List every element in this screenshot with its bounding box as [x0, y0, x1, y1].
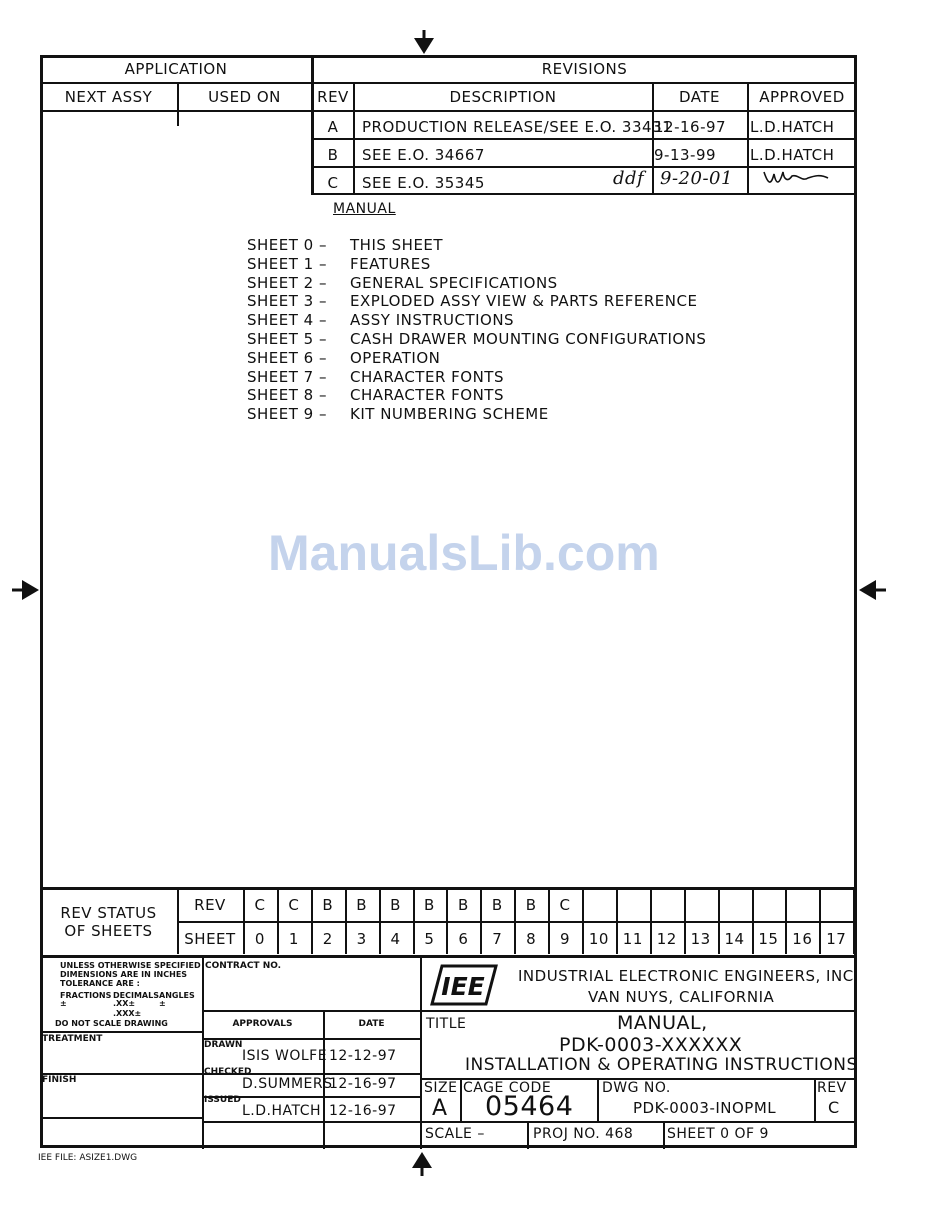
tolerance-xxx: .XXX± [113, 1009, 142, 1018]
rev-status-sheet-cell: 3 [356, 930, 367, 948]
rev-status-rev-cell: C [559, 896, 571, 914]
revision-initials: ddf [613, 168, 645, 189]
rev-status-sheet-cell: 2 [322, 930, 333, 948]
sheet-title: THIS SHEET [350, 236, 444, 254]
approval-name-checked: D.SUMMERS [242, 1076, 333, 1092]
dwg-no-value: PDK-0003-INOPML [633, 1099, 777, 1117]
rev-status-sheet-cell: 17 [826, 930, 847, 948]
revision-date: 9-20-01 [660, 168, 733, 189]
treatment-label: TREATMENT [42, 1034, 103, 1044]
iee-logo-icon [430, 964, 498, 1006]
rev-status-rev-cell: C [288, 896, 300, 914]
rev-col-header: REV [317, 88, 349, 106]
cage-code-label: CAGE CODE [463, 1080, 552, 1096]
revision-rev: B [327, 146, 339, 164]
approvals-label: APPROVALS [232, 1019, 293, 1029]
rev-status-sheet-cell: 5 [424, 930, 435, 948]
rev-status-rev-cell: B [491, 896, 503, 914]
description-col-header: DESCRIPTION [449, 88, 557, 106]
date-col-header: DATE [678, 88, 721, 106]
rev-label: REV [817, 1080, 847, 1096]
rev-status-sheet-cell: 1 [288, 930, 299, 948]
sheet-title: ASSY INSTRUCTIONS [350, 311, 515, 330]
tolerance-line1: UNLESS OTHERWISE SPECIFIED [60, 961, 201, 970]
proj-no: PROJ NO. 468 [533, 1126, 634, 1142]
used-on-label: USED ON [208, 88, 281, 106]
rev-status-rev-cell: B [457, 896, 469, 914]
tolerance-decimals: DECIMALS [113, 991, 159, 1000]
approved-col-header: APPROVED [759, 88, 845, 106]
file-note: IEE FILE: ASIZE1.DWG [38, 1153, 138, 1163]
tolerance-angle-pm: ± [159, 999, 166, 1008]
tolerance-line2: DIMENSIONS ARE IN INCHES [60, 970, 188, 979]
watermark: ManualsLib.com [268, 525, 660, 581]
revision-description: SEE E.O. 34667 [362, 146, 485, 164]
cage-code-value: 05464 [485, 1091, 574, 1122]
rev-status-rev-cell: C [254, 896, 266, 914]
rev-status-sheet-cell: 15 [758, 930, 779, 948]
revision-description: SEE E.O. 35345 [362, 174, 485, 192]
sheet-title: KIT NUMBERING SCHEME [350, 405, 549, 424]
rev-status-rev-cell: B [322, 896, 334, 914]
approval-name-issued: L.D.HATCH [242, 1103, 322, 1119]
approval-role-checked: CHECKED [204, 1067, 252, 1077]
rev-status-sheet-cell: 11 [622, 930, 643, 948]
approval-role-drawn: DRAWN [204, 1040, 243, 1050]
sheet-number: SHEET 3 – [247, 292, 327, 311]
logo-text: IEE [441, 972, 485, 1001]
size-label: SIZE [424, 1080, 458, 1096]
rev-status-sheet-cell: 7 [492, 930, 503, 948]
title-line3: INSTALLATION & OPERATING INSTRUCTIONS [465, 1055, 858, 1075]
do-not-scale-note: DO NOT SCALE DRAWING [55, 1019, 168, 1028]
rev-status-sheet-cell: 0 [254, 930, 265, 948]
revision-approved: L.D.HATCH [750, 146, 835, 164]
revision-rev: C [327, 174, 339, 192]
tolerance-angles: ANGLES [159, 991, 195, 1000]
sheet-number: SHEET 8 – [247, 386, 327, 405]
next-assy-label: NEXT ASSY [64, 88, 153, 106]
approval-date-checked: 12-16-97 [329, 1076, 397, 1092]
sheet-number: SHEET 2 – [247, 273, 327, 292]
approval-name-drawn: ISIS WOLFE [242, 1048, 328, 1064]
sheet-title: CHARACTER FONTS [350, 367, 504, 386]
approver-signature [762, 166, 830, 188]
rev-status-sheet-cell: 9 [560, 930, 571, 948]
rev-status-sheet-cell: 13 [690, 930, 711, 948]
rev-status-rev-cell: B [356, 896, 368, 914]
rev-status-rev-cell: B [424, 896, 435, 914]
tolerance-fractions: FRACTIONS [60, 991, 112, 1000]
sheet-number: SHEET 0 – [247, 236, 327, 254]
company-location: VAN NUYS, CALIFORNIA [588, 988, 775, 1006]
rev-status-sheet-cell: 10 [588, 930, 609, 948]
title-line2: PDK-0003-XXXXXX [559, 1034, 743, 1056]
size-value: A [432, 1096, 448, 1121]
sheet-title: FEATURES [350, 254, 431, 273]
approval-date-drawn: 12-12-97 [329, 1048, 397, 1064]
rev-status-sheet-cell: 6 [458, 930, 469, 948]
rev-status-rev-cell: B [390, 896, 401, 914]
sheet-title: GENERAL SPECIFICATIONS [350, 273, 558, 292]
rev-status-rev-cell: B [525, 896, 537, 914]
rev-status-sheet-label: SHEET [184, 930, 236, 948]
top-center-arrow-icon [412, 30, 436, 56]
revision-approved: L.D.HATCH [750, 118, 835, 136]
scale-label: SCALE – [425, 1126, 485, 1142]
rev-status-title: REV STATUS [60, 904, 157, 922]
revision-date: 9-13-99 [654, 146, 717, 164]
manual-heading: MANUAL [333, 201, 396, 217]
grid-divider [853, 888, 855, 954]
revision-date: 12-16-97 [654, 118, 727, 136]
finish-label: FINISH [42, 1075, 77, 1085]
revisions-label: REVISIONS [541, 60, 628, 78]
approval-date-issued: 12-16-97 [329, 1103, 397, 1119]
bottom-center-arrow-icon [410, 1150, 434, 1176]
right-center-arrow-icon [858, 578, 886, 602]
tolerance-line3: TOLERANCE ARE : [60, 979, 140, 988]
rev-status-subtitle: OF SHEETS [64, 922, 153, 940]
sheet-number: SHEET 7 – [247, 367, 327, 386]
sheet-title: CHARACTER FONTS [350, 386, 504, 405]
sheet-number: SHEET 6 – [247, 348, 327, 367]
rev-status-sheet-cell: 12 [656, 930, 677, 948]
contract-no-label: CONTRACT NO. [205, 961, 282, 971]
sheet-number: SHEET 4 – [247, 311, 327, 330]
rev-status-sheet-cell: 8 [526, 930, 537, 948]
rev-status-sheet-cell: 14 [724, 930, 745, 948]
rev-status-rev-label: REV [194, 896, 226, 914]
rev-value: C [828, 1098, 840, 1117]
revision-description: PRODUCTION RELEASE/SEE E.O. 33431 [362, 118, 673, 136]
sheet-number: SHEET 5 – [247, 330, 327, 348]
sheet-number: SHEET 9 – [247, 405, 327, 424]
revision-rev: A [327, 118, 339, 136]
dwg-no-label: DWG NO. [602, 1080, 671, 1096]
title-line1: MANUAL, [617, 1012, 708, 1034]
sheet-title: OPERATION [350, 348, 441, 367]
rev-status-sheet-cell: 16 [792, 930, 813, 948]
left-center-arrow-icon [12, 578, 40, 602]
approvals-date-label: DATE [358, 1019, 385, 1029]
sheet-title: EXPLODED ASSY VIEW & PARTS REFERENCE [350, 292, 698, 311]
tolerance-fraction-pm: ± [60, 999, 67, 1008]
title-label: TITLE [426, 1016, 467, 1032]
company-name: INDUSTRIAL ELECTRONIC ENGINEERS, INC. [518, 967, 859, 985]
rev-status-sheet-cell: 4 [390, 930, 401, 948]
application-label: APPLICATION [124, 60, 228, 78]
approval-role-issued: ISSUED [204, 1095, 241, 1105]
sheet-number: SHEET 1 – [247, 254, 327, 273]
tolerance-xx: .XX± [113, 999, 136, 1008]
sheet-title: CASH DRAWER MOUNTING CONFIGURATIONS [350, 330, 707, 348]
sheet-count: SHEET 0 OF 9 [667, 1126, 769, 1142]
